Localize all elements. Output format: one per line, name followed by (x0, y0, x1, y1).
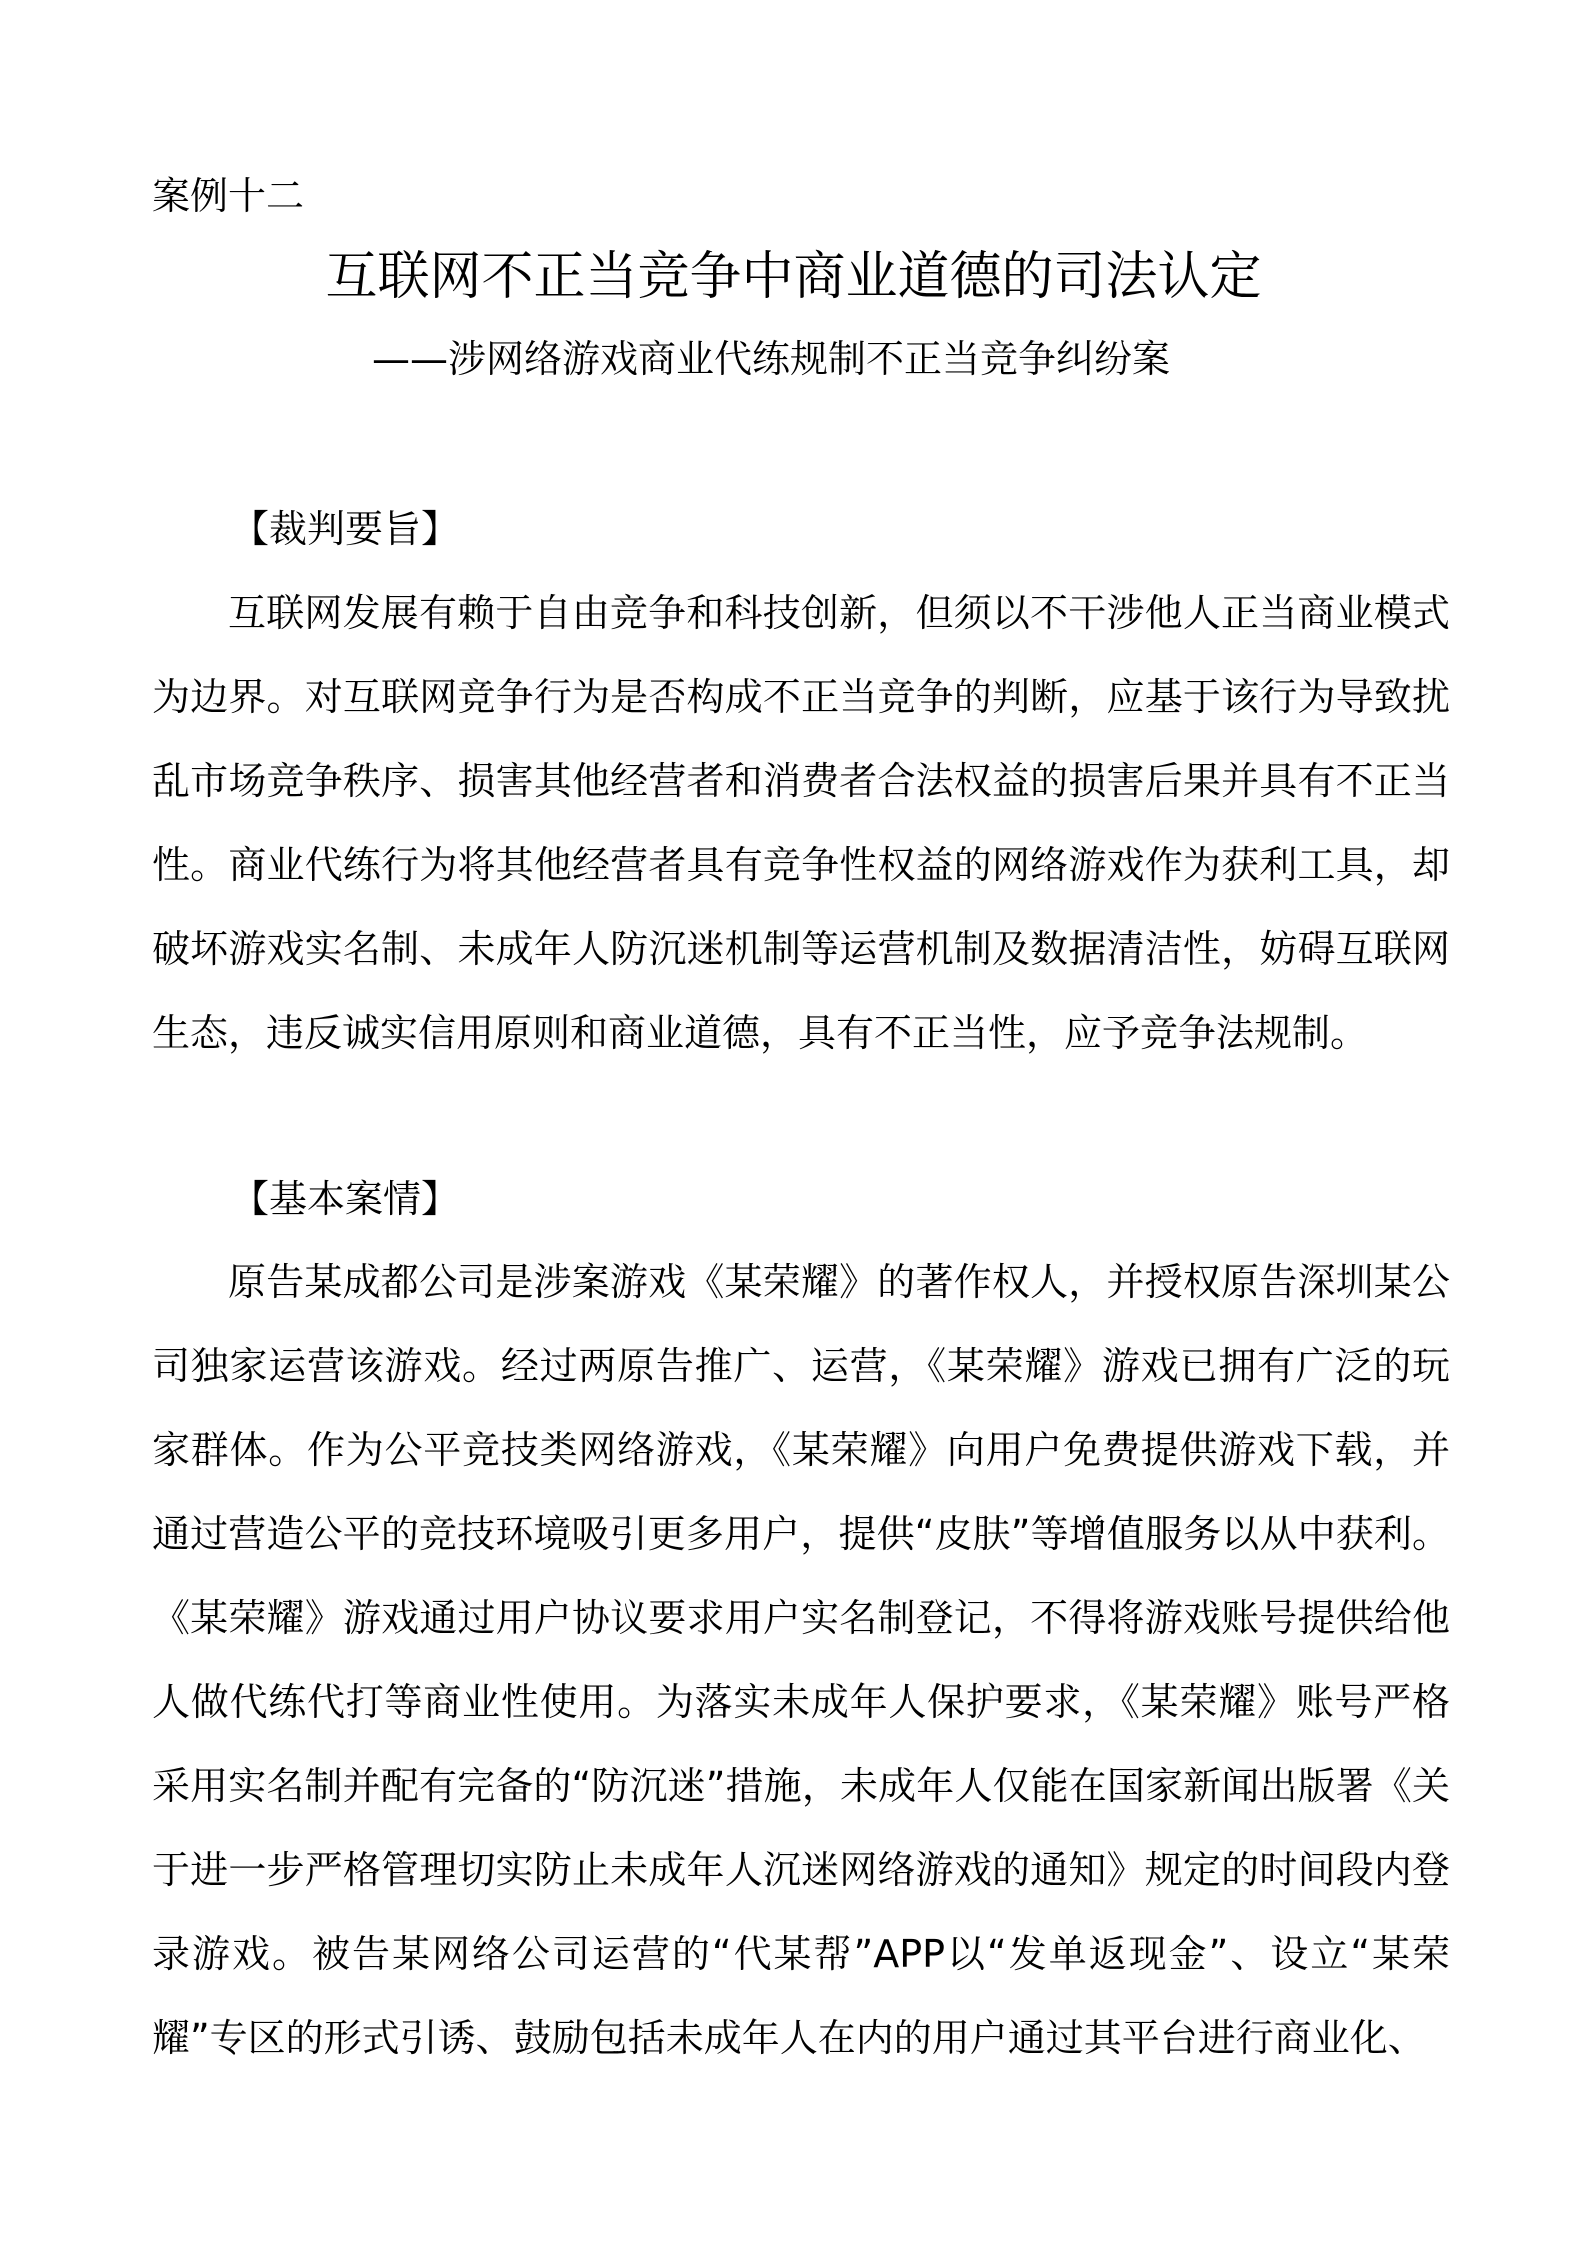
section-paragraph-judgment-gist: 互联网发展有赖于自由竞争和科技创新，但须以不干涉他人正当商业模式为边界。对互联网竞争行为是否构成不正当竞争的判断，应基于该行为导致扰乱市场竞争秩序、损害其他经营者和消费者合法权益的损害后果并具有不正当性。商业代练行为将其他经营者具有竞争性权益的网络游戏作为获利工具，却破坏游戏实名制、未成年人防沉迷机制等运营机制及数据清洁性，妨碍互联网生态，违反诚实信用原则和商业道德，具有不正当性，应予竞争法规制。 (152, 591, 1450, 1055)
page-subtitle: ——涉网络游戏商业代练规制不正当竞争纠纷案 (372, 337, 1171, 381)
section-heading-basic-facts: 【基本案情】 (231, 1177, 460, 1221)
section-heading-judgment-gist: 【裁判要旨】 (231, 507, 460, 551)
section-paragraph-basic-facts: 原告某成都公司是涉案游戏《某荣耀》的著作权人，并授权原告深圳某公司独家运营该游戏。经过两原告推广、运营，《某荣耀》游戏已拥有广泛的玩家群体。作为公平竞技类网络游戏，《某荣耀》向用户免费提供游戏下载，并通过营造公平的竞技环境吸引更多用户，提供“皮肤”等增值服务以从中获利。《某荣耀》游戏通过用户协议要求用户实名制登记，不得将游戏账号提供给他人做代练代打等商业性使用。为落实未成年人保护要求，《某荣耀》账号严格采用实名制并配有完备的“防沉迷”措施，未成年人仅能在国家新闻出版署《关于进一步严格管理切实防止未成年人沉迷网络游戏的通知》规定的时间段内登录游戏。被告某网络公司运营的“代某帮”APP以“发单返现金”、设立“某荣耀”专区的形式引诱、鼓励包括未成年人在内的用户通过其平台进行商业化、 (152, 1260, 1450, 2060)
page-title: 互联网不正当竞争中商业道德的司法认定 (325, 247, 1262, 307)
case-label: 案例十二 (152, 174, 305, 218)
